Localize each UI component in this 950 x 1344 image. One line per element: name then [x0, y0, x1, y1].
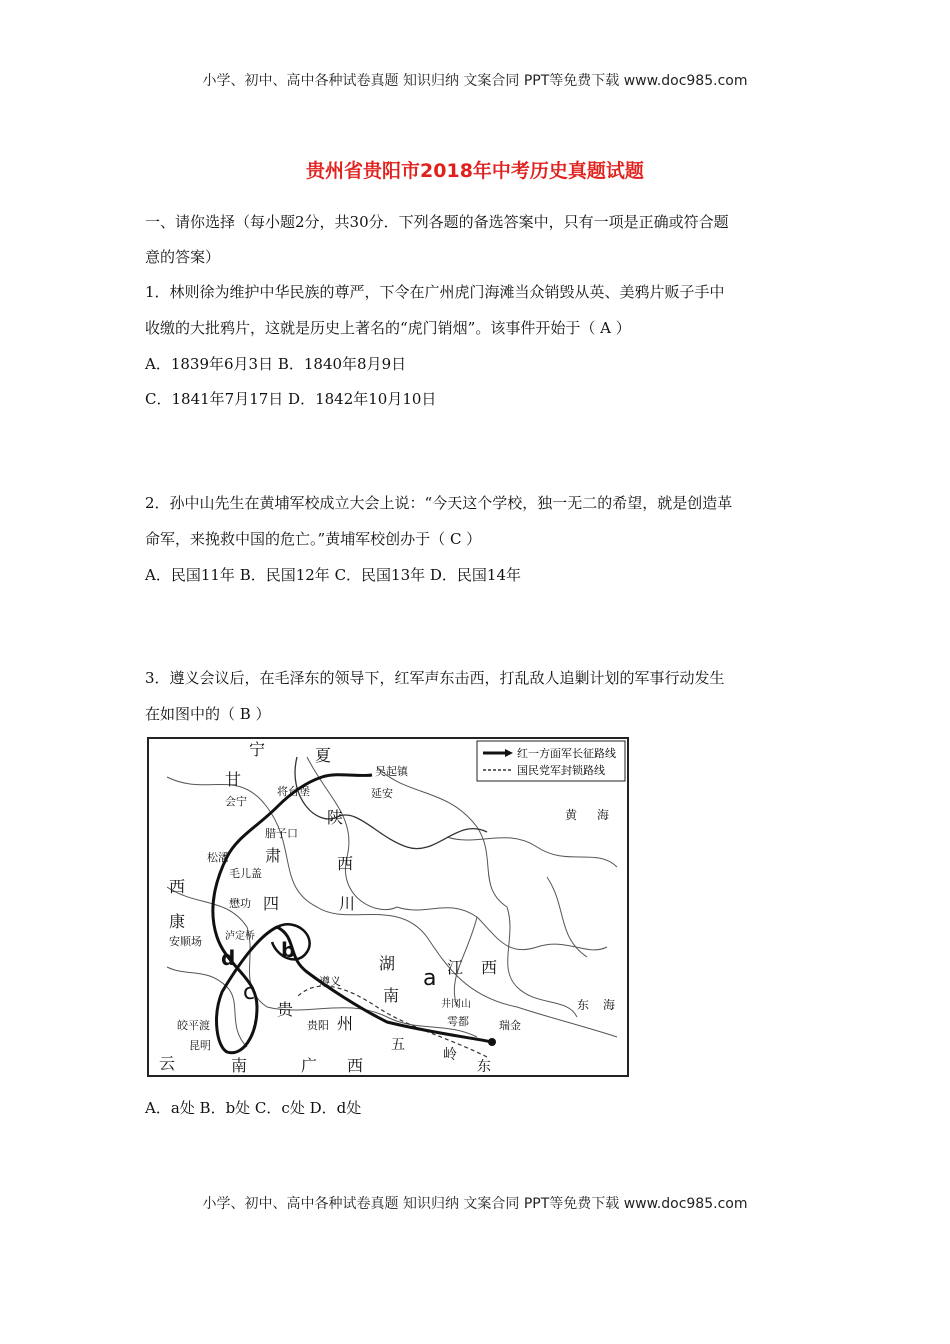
map-label: 毛儿盖	[229, 867, 262, 880]
map-label: 肃	[265, 846, 282, 865]
map-label: 广	[301, 1056, 318, 1075]
map-label: 甘	[225, 770, 242, 789]
map-label: 贵阳	[307, 1019, 329, 1032]
map-label: 懋功	[229, 897, 251, 910]
map-label: 瑞金	[499, 1019, 521, 1032]
q3-stem-line1: 3．遵义会议后，在毛泽东的领导下，红军声东击西，打乱敌人追剿计划的军事行动发生	[145, 669, 725, 687]
map-label: 五	[391, 1037, 405, 1053]
map-label: 遵义	[319, 975, 341, 988]
section-instruction-line2: 意的答案）	[145, 248, 221, 266]
map-label: 宁	[249, 740, 266, 759]
map-label: 海	[603, 998, 616, 1012]
map-label: 皎平渡	[177, 1019, 210, 1032]
map-label: 云	[159, 1054, 176, 1073]
map-label: 会宁	[225, 795, 247, 808]
map-label: 井冈山	[441, 999, 471, 1010]
map-label: 黄	[565, 808, 578, 822]
map-label: 西	[347, 1056, 364, 1075]
map-label: 江	[447, 958, 464, 977]
map-label: 岭	[443, 1047, 457, 1063]
long-march-map	[147, 737, 629, 1077]
map-label: 雩都	[447, 1015, 469, 1028]
map-label: 湖	[379, 954, 396, 973]
map-marker-c: c	[243, 980, 256, 1005]
map-label: 川	[339, 894, 356, 913]
map-label: 南	[383, 986, 400, 1005]
map-label: 康	[169, 912, 186, 931]
q1-stem-line2: 收缴的大批鸦片，这就是历史上著名的“虎门销烟”。该事件开始于（ A ）	[145, 319, 631, 337]
map-label: 陕	[327, 808, 344, 827]
map-label: 西	[337, 854, 354, 873]
section-instruction-line1: 一、请你选择（每小题2分，共30分．下列各题的备选答案中，只有一项是正确或符合题	[145, 213, 729, 231]
map-label: 南	[231, 1056, 248, 1075]
map-label: 松潘	[207, 851, 229, 864]
map-label: 四	[263, 894, 280, 913]
map-label: 昆明	[189, 1039, 211, 1052]
map-label: 西	[481, 958, 498, 977]
map-label: 延安	[371, 787, 393, 800]
map-marker-a: a	[423, 966, 437, 991]
map-marker-d: d	[221, 946, 236, 970]
map-label: 泸定桥	[225, 931, 255, 942]
q3-options: A．a处 B．b处 C．c处 D．d处	[145, 1099, 362, 1117]
legend-longmarch: 红一方面军长征路线	[517, 747, 616, 760]
legend-blockade: 国民党军封锁路线	[517, 764, 605, 777]
map-label: 腊子口	[265, 827, 298, 840]
map-label: 安顺场	[169, 935, 202, 948]
q3-stem-line2: 在如图中的（ B ）	[145, 705, 271, 723]
map-label: 海	[597, 808, 610, 822]
map-label: 吴起镇	[375, 765, 408, 778]
q1-stem-line1: 1．林则徐为维护中华民族的尊严，下令在广州虎门海滩当众销毁从英、美鸦片贩子手中	[145, 283, 725, 301]
map-label: 西	[169, 877, 186, 896]
q1-options-cd: C．1841年7月17日 D．1842年10月10日	[145, 390, 437, 408]
map-label: 东	[477, 1059, 491, 1075]
q1-options-ab: A．1839年6月3日 B．1840年8月9日	[145, 355, 407, 373]
map-label: 州	[337, 1014, 354, 1033]
page-footer: 小学、初中、高中各种试卷真题 知识归纳 文案合同 PPT等免费下载 www.doc985.com	[202, 1196, 748, 1212]
map-label: 东	[577, 998, 590, 1012]
map-marker-b: b	[281, 938, 296, 962]
q2-options: A．民国11年 B．民国12年 C．民国13年 D．民国14年	[145, 566, 522, 584]
q2-stem-line2: 命军，来挽救中国的危亡。”黄埔军校创办于（ C ）	[145, 530, 482, 548]
page-title: 贵州省贵阳市2018年中考历史真题试题	[306, 160, 644, 182]
map-label: 将台堡	[277, 785, 310, 798]
page-header: 小学、初中、高中各种试卷真题 知识归纳 文案合同 PPT等免费下载 www.doc985.com	[202, 73, 748, 89]
map-label: 夏	[315, 746, 332, 765]
q2-stem-line1: 2．孙中山先生在黄埔军校成立大会上说：“今天这个学校，独一无二的希望，就是创造革	[145, 494, 733, 512]
map-label: 贵	[277, 1000, 294, 1019]
